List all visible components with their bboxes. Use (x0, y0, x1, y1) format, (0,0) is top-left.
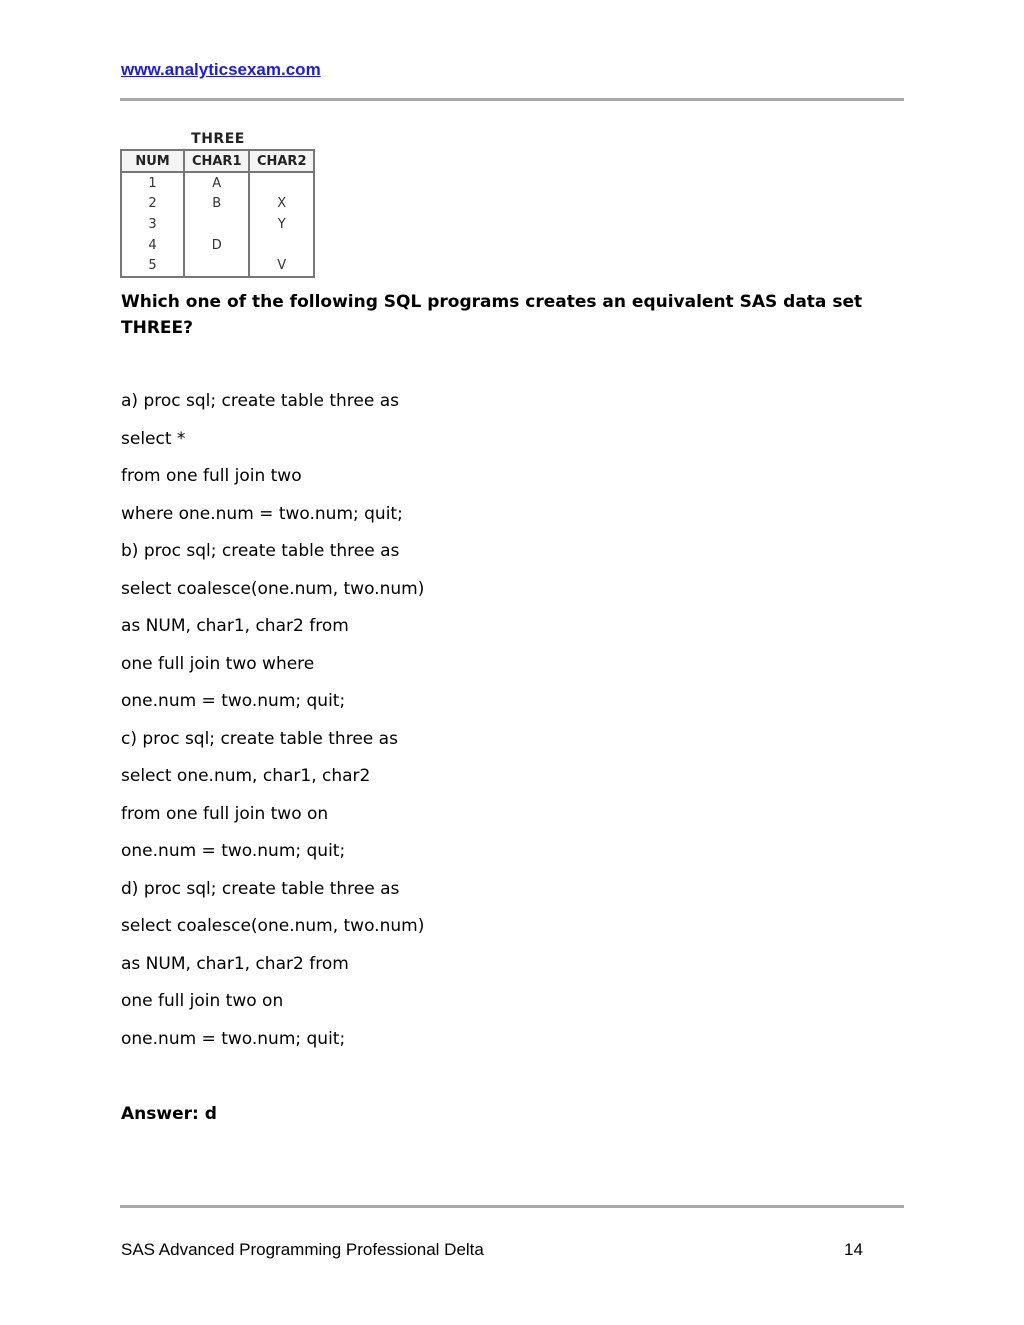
table-row (121, 172, 314, 194)
table-cell: V (249, 255, 314, 277)
option-line: one.num = two.num; quit; (121, 841, 346, 861)
option-line: where one.num = two.num; quit; (121, 503, 403, 524)
option-line: one.num = two.num; quit; (121, 691, 346, 711)
table-cell (249, 172, 314, 194)
footer-divider (120, 1205, 904, 1208)
column-header-num: NUM (121, 150, 184, 172)
answer-text: Answer: d (121, 1104, 217, 1124)
table-cell: 5 (121, 255, 184, 277)
table-cell (249, 235, 314, 256)
table-row (121, 255, 314, 277)
table-three-figure (120, 130, 316, 278)
table-three (120, 149, 315, 278)
table-title: THREE (191, 131, 245, 147)
option-line: a) proc sql; create table three as (121, 391, 399, 411)
table-row (121, 194, 314, 215)
table-cell: 3 (121, 214, 184, 235)
table-cell: B (184, 194, 249, 215)
table-cell (184, 214, 249, 235)
option-line: one.num = two.num; quit; (121, 1028, 346, 1049)
answer-options (121, 388, 424, 1063)
option-line: from one full join two (121, 466, 302, 486)
option-line: select * (121, 428, 186, 449)
option-line: b) proc sql; create table three as (121, 541, 400, 561)
table-cell: X (249, 194, 314, 215)
option-line: one full join two on (121, 991, 284, 1011)
table-row (121, 235, 314, 256)
option-line: from one full join two on (121, 803, 329, 824)
option-line: select one.num, char1, char2 (121, 766, 371, 786)
table-row (121, 214, 314, 235)
option-line: as NUM, char1, char2 from (121, 616, 349, 636)
table-cell (184, 255, 249, 277)
table-header-row (121, 150, 314, 172)
question-text: Which one of the following SQL programs creates an equivalent SAS data set THREE? (121, 292, 863, 338)
option-line: d) proc sql; create table three as (121, 878, 400, 899)
table-cell: 4 (121, 235, 184, 256)
option-line: c) proc sql; create table three as (121, 728, 398, 749)
table-cell: 1 (121, 172, 184, 194)
header-website-link[interactable]: www.analyticsexam.com (121, 60, 321, 79)
table-cell: Y (249, 214, 314, 235)
header-divider (120, 98, 904, 101)
footer-title: SAS Advanced Programming Professional Delta (121, 1240, 484, 1259)
column-header-char2: CHAR2 (249, 150, 314, 172)
table-cell: A (184, 172, 249, 194)
column-header-char1: CHAR1 (184, 150, 249, 172)
page-number: 14 (844, 1240, 863, 1259)
option-line: one full join two where (121, 653, 315, 674)
option-line: select coalesce(one.num, two.num) (121, 916, 425, 936)
table-cell: 2 (121, 194, 184, 215)
option-line: select coalesce(one.num, two.num) (121, 578, 425, 599)
option-line: as NUM, char1, char2 from (121, 953, 349, 974)
table-cell: D (184, 235, 249, 256)
